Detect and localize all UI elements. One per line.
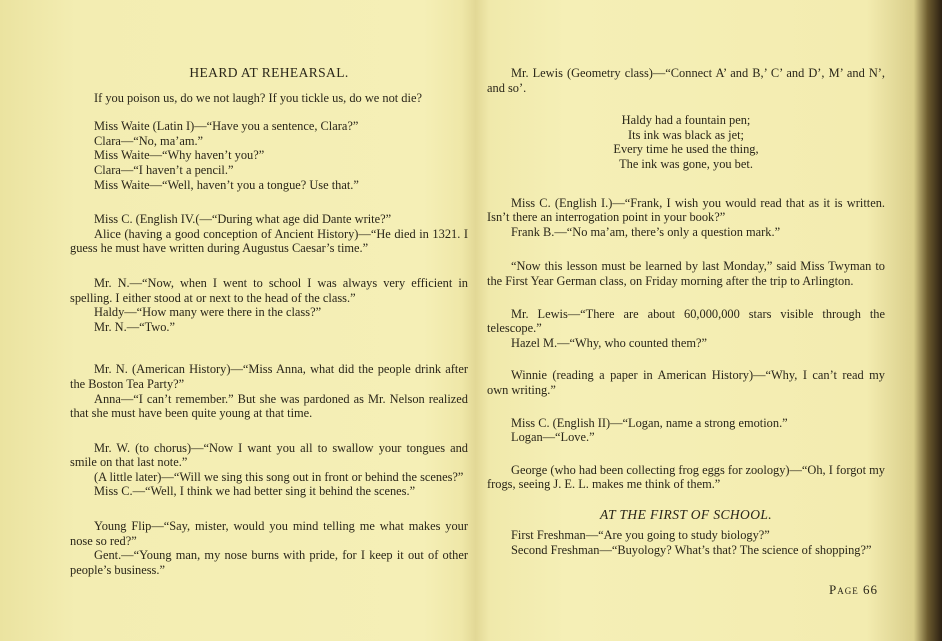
- dialogue-line: Mr. N.—“Two.”: [94, 319, 176, 334]
- section-heading: AT THE FIRST OF SCHOOL.: [599, 506, 773, 522]
- dialogue-line: Anna—“I can’t remember.” But she was pardoned as Mr. Nelson realized that she must have been quite young at that time.: [70, 391, 468, 421]
- dialogue-line: Frank B.—“No ma’am, there’s only a question mark.”: [511, 224, 781, 239]
- paragraph: “Now this lesson must be learned by last Monday,” said Miss Twyman to the First Year German class, on Friday morning after the trip to Arlington.: [487, 259, 885, 288]
- dialogue-line: (A little later)—“Will we sing this song out in front or behind the scenes?”: [94, 469, 464, 484]
- dialogue-line: Mr. Lewis—“There are about 60,000,000 stars visible through the telescope.”: [487, 306, 885, 336]
- dialogue-line: Haldy—“How many were there in the class?”: [94, 305, 322, 320]
- dialogue-line: Young Flip—“Say, mister, would you mind telling me what makes your nose so red?”: [70, 519, 468, 548]
- dialogue-line: Winnie (reading a paper in American History)—“Why, I can’t read my own writing.”: [487, 368, 885, 397]
- dialogue-line: Alice (having a good conception of Ancient History)—“He died in 1321. I guess he must have written during Augustus Caesar’s time.”: [70, 226, 468, 256]
- dialogue-line: Miss Waite—“Well, haven’t you a tongue? Use that.”: [94, 177, 359, 192]
- dialogue-line: George (who had been collecting frog eggs for zoology)—“Oh, I forgot my frogs, seeing J. E. L. makes me think of them.”: [487, 462, 885, 492]
- dialogue-line: Miss C. (English IV.(—“During what age did Dante write?”: [94, 212, 392, 227]
- dialogue-line: Mr. N.—“Now, when I went to school I was always very efficient in spelling. I either stood at or next to the head of the class.”: [70, 275, 468, 305]
- poem-line: Haldy had a fountain pen;: [621, 113, 751, 128]
- dialogue-line: Mr. Lewis (Geometry class)—“Connect A’ and B,’ C’ and D’, M’ and N’, and so’.: [487, 66, 885, 95]
- left-column: [70, 0, 468, 577]
- right-column: [487, 0, 885, 558]
- page-number: [829, 582, 878, 598]
- dialogue-line: Logan—“Love.”: [511, 430, 595, 445]
- poem-line: The ink was gone, you bet.: [619, 156, 753, 171]
- dialogue-line: Mr. W. (to chorus)—“Now I want you all to swallow your tongues and smile on that last note.”: [70, 440, 468, 470]
- dialogue-line: Clara—“No, ma’am.”: [94, 133, 204, 148]
- dialogue-line: Hazel M.—“Why, who counted them?”: [511, 335, 707, 350]
- dialogue-line: Miss C. (English II)—“Logan, name a strong emotion.”: [511, 415, 788, 430]
- dialogue-line: Miss Waite—“Why haven’t you?”: [94, 148, 265, 163]
- dialogue-line: Mr. N. (American History)—“Miss Anna, what did the people drink after the Boston Tea Party?”: [70, 362, 468, 391]
- poem-line: Its ink was black as jet;: [628, 127, 744, 142]
- paragraph: If you poison us, do we not laugh? If you tickle us, do we not die?: [94, 90, 422, 105]
- page-title: HEARD AT REHEARSAL.: [189, 65, 349, 80]
- poem: [487, 113, 885, 171]
- dialogue-line: First Freshman—“Are you going to study biology?”: [511, 528, 770, 543]
- dialogue-line: Miss C.—“Well, I think we had better sing it behind the scenes.”: [94, 484, 416, 499]
- dialogue-line: Miss Waite (Latin I)—“Have you a sentence, Clara?”: [94, 119, 359, 134]
- page-number-label: Page 66: [829, 582, 878, 597]
- dialogue-line: Gent.—“Young man, my nose burns with pride, for I keep it out of other people’s business.”: [70, 548, 468, 577]
- dialogue-line: Clara—“I haven’t a pencil.”: [94, 162, 234, 177]
- dialogue-line: Second Freshman—“Buyology? What’s that? The science of shopping?”: [511, 543, 872, 558]
- dialogue-line: Miss C. (English I.)—“Frank, I wish you would read that as it is written. Isn’t there an interrogation point in your book?”: [487, 195, 885, 225]
- poem-line: Every time he used the thing,: [613, 142, 759, 157]
